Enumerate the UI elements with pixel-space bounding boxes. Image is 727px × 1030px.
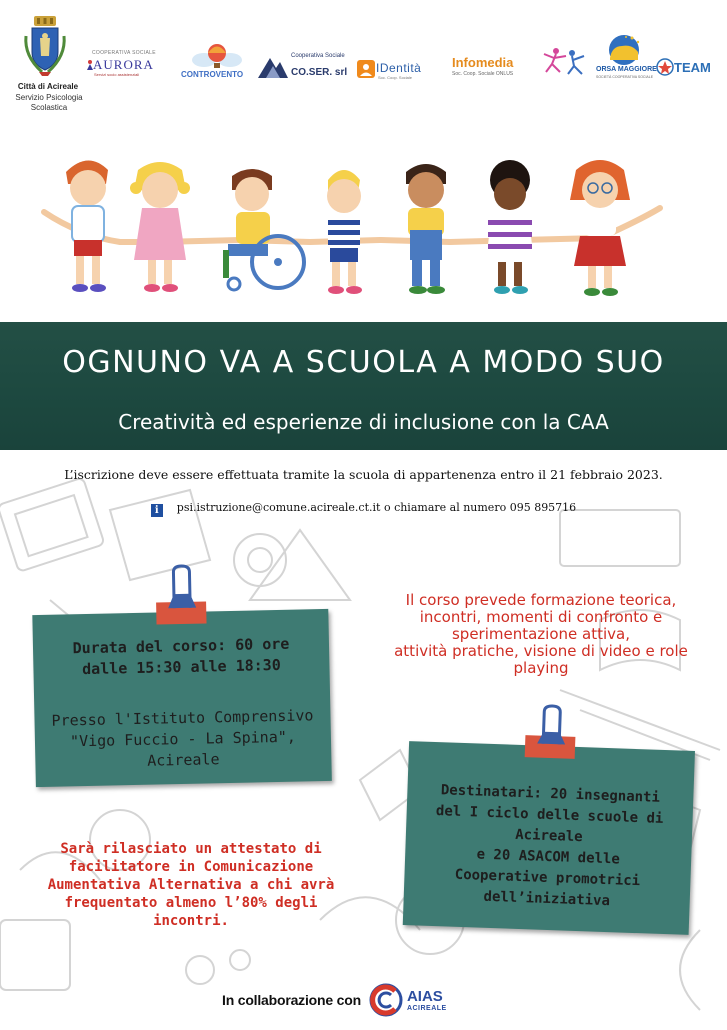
infomedia-logo-subtitle: Soc. Coop. Sociale ONLUS (452, 71, 514, 77)
team-logo: TEAM (674, 60, 711, 75)
contact-email-phone[interactable]: psi.istruzione@comune.acireale.ct.it o chiamare al numero 095 895716 (176, 501, 577, 514)
certificate-line4: frequentato almeno l’80% degli (64, 895, 318, 911)
certificate-line1: Sarà rilasciato un attestato di (60, 841, 322, 857)
aurora-logo-subtitle: Servizi socio assistenziali (94, 72, 140, 77)
children-holding-hands-illustration (40, 150, 680, 310)
binder-clip-icon (531, 703, 572, 746)
info-icon: i (151, 504, 163, 517)
city-service-name: Servizio Psicologia Scolastica (15, 93, 83, 112)
certificate-line5: incontri. (153, 913, 229, 929)
orsa-maggiore-logo: ORSA MAGGIORE (596, 66, 657, 73)
course-location-line1: Presso l'Istituto Comprensivo (51, 706, 314, 730)
partner-logos-bar (0, 0, 727, 125)
event-subtitle: Creatività ed esperienze di inclusione con la CAA (118, 410, 609, 434)
course-description-line3: sperimentazione attiva, (451, 625, 630, 643)
aurora-logo: AURORA (93, 57, 154, 72)
child-figure-2 (130, 162, 190, 292)
controvento-logo: CONTROVENTO (181, 70, 244, 79)
coser-logo-caption: Cooperativa Sociale (291, 53, 345, 59)
course-description-line5: playing (513, 659, 569, 677)
contact-info (0, 501, 727, 517)
course-description-line4: attività pratiche, visione di video e role (394, 642, 688, 660)
child-figure-5 (406, 164, 446, 294)
event-title: OGNUNO VA A SCUOLA A MODO SUO (62, 345, 665, 380)
certificate-line3: Aumentativa Alternativa a chi avrà (47, 877, 335, 893)
child-figure-4 (327, 170, 362, 294)
aias-logo-icon (369, 983, 403, 1017)
course-duration-text (33, 633, 330, 681)
city-name: Città di Acireale (17, 82, 79, 91)
aurora-logo-caption: COOPERATIVA SOCIALE (92, 50, 156, 56)
course-duration-hours: Durata del corso: 60 ore (72, 634, 290, 658)
recipients-line5: Cooperative promotrici (454, 866, 641, 890)
identita-badge-icon (357, 60, 375, 78)
recipients-line4: e 20 ASACOM delle (476, 846, 621, 868)
recipients-text (403, 779, 693, 915)
recipients-note (403, 731, 696, 937)
identita-logo-subtitle: Soc. Coop. Sociale (378, 75, 413, 80)
recipients-line3: Acireale (514, 826, 583, 846)
aias-name: AIAS (406, 988, 443, 1005)
child-figure-1 (66, 160, 108, 292)
collaboration-footer (222, 986, 447, 1014)
course-location-line3: Acireale (147, 750, 220, 770)
child-in-wheelchair-figure (226, 169, 304, 290)
registration-notice: L’iscrizione deve essere effettuata tramite la scuola di appartenenza entro il 21 febbraio 2023. (64, 467, 663, 482)
acireale-crest-icon (22, 16, 68, 76)
identita-logo: IDentità (376, 61, 422, 75)
collaboration-label: In collaborazione con (222, 992, 361, 1008)
aias-logo-text (407, 988, 447, 1012)
certificate-line2: facilitatore in Comunicazione (68, 859, 314, 875)
course-location-line2: "Vigo Fuccio - La Spina", (69, 727, 296, 751)
recipients-line2: del I ciclo delle scuole di (435, 803, 664, 827)
aias-city: ACIREALE (406, 1005, 447, 1012)
recipients-line6: dell’iniziativa (483, 888, 611, 910)
course-location-text (34, 705, 331, 774)
team-star-icon (656, 58, 674, 76)
infomedia-logo: Infomedia (452, 55, 514, 70)
recipients-line1: Destinatari: 20 insegnanti (440, 782, 661, 806)
coser-logo: CO.SER. srl (291, 67, 348, 78)
child-figure-6 (486, 160, 534, 294)
course-description-line2: incontri, momenti di confronto e (419, 608, 663, 626)
course-description-line1: Il corso prevede formazione teorica, (405, 591, 677, 609)
orsa-maggiore-bear-icon (602, 34, 646, 66)
orsa-maggiore-logo-subtitle: SOCIETÀ COOPERATIVA SOCIALE (596, 75, 654, 79)
controvento-balloon-icon (190, 42, 244, 70)
coser-mountain-icon (258, 54, 288, 78)
course-duration-note (32, 599, 332, 789)
dancer-figures-icon (538, 46, 592, 78)
binder-clip-icon (161, 564, 202, 611)
course-duration-time: dalle 15:30 alle 18:30 (81, 655, 281, 679)
certificate-notice (26, 840, 356, 930)
course-description (376, 592, 706, 677)
